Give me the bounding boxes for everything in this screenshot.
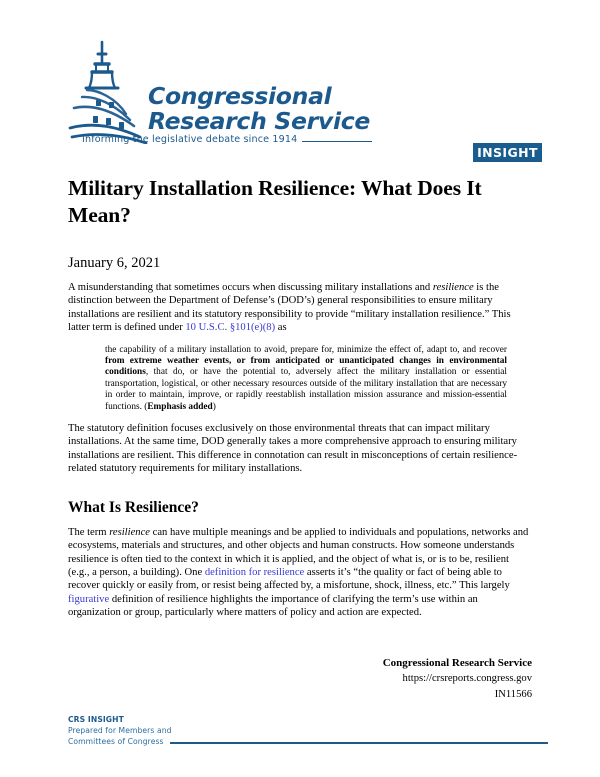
document-header	[0, 38, 600, 160]
resilience-italic-term: resilience	[109, 526, 150, 538]
resilience-paragraph	[68, 526, 532, 620]
section-heading-what-is-resilience: What Is Resilience?	[68, 498, 199, 516]
document-content	[68, 175, 532, 620]
resilience-text-part-4: definition of resilience highlights the importance of clarifying the term’s use within an organization or group, particularly where matters of policy and action are expected.	[68, 593, 478, 619]
page-title: Military Installation Resilience: What Does It Mean?	[68, 176, 482, 227]
definition-for-resilience-link[interactable]: definition for resilience	[204, 566, 305, 578]
crs-tagline-row	[82, 134, 372, 145]
statutory-definition-paragraph: The statutory definition focuses exclusively on those environmental threats that can impact military installations. At the same time, DOD generally takes a more comprehensive approach to ensuring military installations are resilient. This difference in connotation can result in misconceptions of certain resilience-related statutory requirements for military installations.	[68, 423, 518, 475]
insight-badge-label: INSIGHT	[477, 145, 538, 160]
crs-tagline: Informing the legislative debate since 1914	[82, 134, 298, 145]
footer-rule	[170, 742, 548, 743]
prepared-for-line-2: Committees of Congress	[68, 737, 164, 746]
resilience-text-part-1: The term	[68, 526, 110, 538]
wordmark-line-2: Research Service	[148, 107, 370, 135]
crs-wordmark	[148, 84, 378, 134]
footer-report-id: IN11566	[494, 689, 532, 700]
crs-insight-label: CRS INSIGHT	[68, 715, 124, 724]
insight-badge	[473, 143, 542, 162]
blockquote-part-2: , that do, or have the potential to, adversely affect the military installation or essential transportation, logistical, or other necessary resources outside of the military installation that are necessary in order to maintain, improve, or rapidly reestablish installation mission assurance and mission-essential functions. (	[105, 367, 507, 412]
capitol-dome-icon	[68, 40, 160, 144]
tagline-rule	[302, 141, 372, 143]
prepared-for-rule-row	[68, 736, 548, 747]
blockquote-emphasis-1: from extreme weather events, or from anticipated or unanticipated changes in environmental conditions	[105, 356, 507, 378]
intro-paragraph	[68, 281, 532, 335]
footer-url[interactable]: https://crsreports.congress.gov	[402, 673, 532, 684]
usc-citation-link[interactable]: 10 U.S.C. §101(e)(8)	[185, 322, 276, 334]
wordmark-line-1: Congressional	[148, 82, 332, 110]
intro-italic-resilience: resilience	[432, 282, 474, 293]
resilience-text-part-2: can have multiple meanings and be applied to individuals and populations, networks and ecosystems, materials and structures, and other objects and human constructs. How someone understands resilience is often tied to the context in which it is applied, and the object of what is, or is to be, resilient (e.g., a person, a building). One	[68, 526, 529, 578]
document-footer-right	[232, 655, 532, 703]
blockquote-part-3: )	[212, 401, 216, 412]
prepared-for-line-1: Prepared for Members and	[68, 726, 172, 735]
figurative-link[interactable]: figurative	[68, 593, 110, 605]
publication-date: January 6, 2021	[68, 255, 161, 271]
document-footer-left	[68, 714, 548, 747]
blockquote-emphasis-added: Emphasis added	[147, 401, 213, 412]
blockquote-part-1: the capability of a military installation to avoid, prepare for, minimize the effect of, adapt to, and recover	[105, 344, 507, 355]
intro-text-part-1: A misunderstanding that sometimes occurs when discussing military installations and	[68, 282, 433, 293]
footer-organization: Congressional Research Service	[382, 657, 532, 669]
statute-blockquote	[105, 345, 507, 413]
intro-text-part-3: as	[275, 322, 287, 334]
intro-text-part-2: is the distinction between the Department of Defense’s (DOD’s) general responsibilities to ensure military installations are resilient and its statutory responsibility to provide “military installation resilience.” This latter term is defined under	[68, 282, 511, 334]
resilience-text-part-3: asserts it’s “the quality or fact of being able to recover quickly or easily from, or resist being affected by, a misfortune, shock, illness, etc.” This largely	[68, 566, 510, 592]
